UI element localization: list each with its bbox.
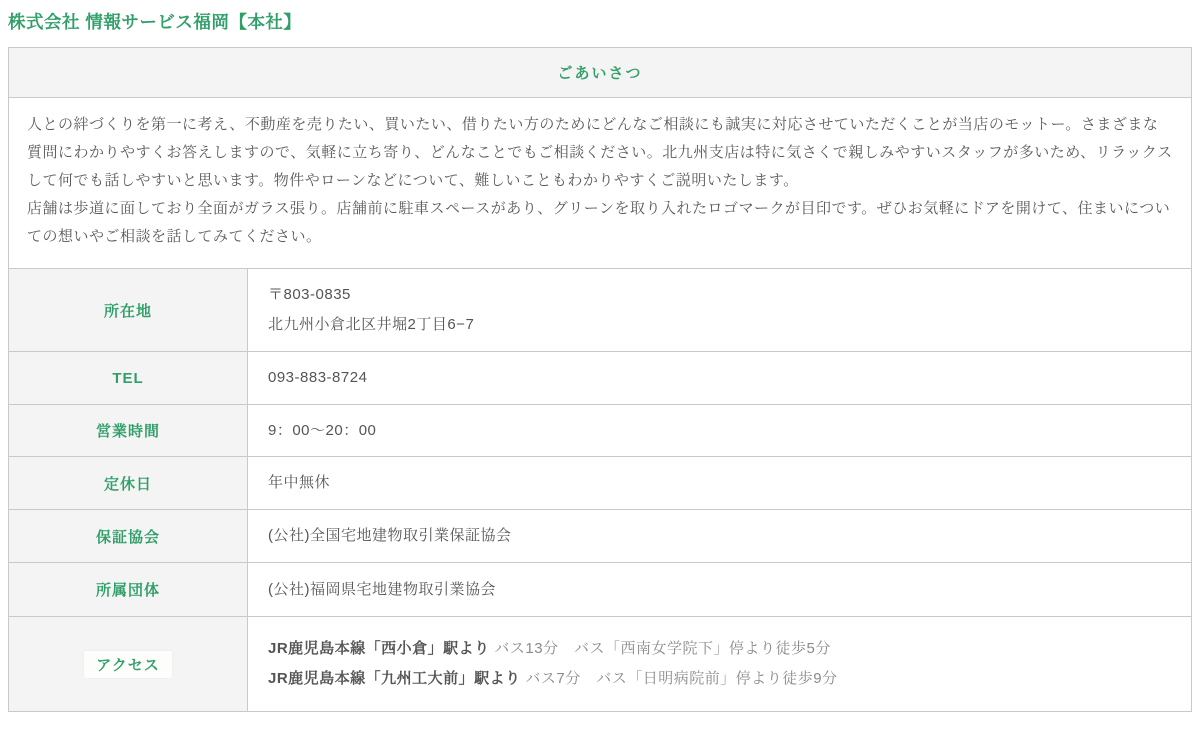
table-row-guarantee-association [9,509,1191,562]
access-detail: バス13分 バス「西南女学院下」停より徒歩5分 [489,640,831,657]
holiday: 年中無休 [268,474,331,491]
greeting-paragraph: 人との絆づくりを第一に考え、不動産を売りたい、買いたい、借りたい方のためにどんなご相談にも誠実に対応させていただくことが当店のモットー。さまざまな質問にわかりやすくお答えしますので、気軽に立ち寄り、どんなことでもご相談ください。北九州支店は特に気さくで親しみやすいスタッフが多いため、リラックスして何でも話しやすいと思います。物件やローンなどについて、難しいこともわかりやすくご説明いたします。 [27,116,1173,189]
phone-number: 093-883-8724 [268,369,368,386]
business-hours: 9：00〜20：00 [268,421,377,439]
access-detail: バス7分 バス「日明病院前」停より徒歩9分 [520,670,838,687]
affiliation: (公社)福岡県宅地建物取引業協会 [268,580,496,598]
table-row-business-hours [9,404,1191,456]
row-label-guarantee-association: 保証協会 [9,510,248,562]
table-row-holiday [9,456,1191,509]
street-address: 北九州小倉北区井堀2丁目6−7 [268,316,475,333]
greeting-section-header: ごあいさつ [9,48,1191,98]
table-row-address [9,268,1191,351]
row-value-business-hours [248,405,1191,456]
table-row-access [9,616,1191,711]
row-label-holiday: 定休日 [9,457,248,509]
table-row-tel [9,351,1191,404]
access-route-line [268,634,1171,664]
row-label-address: 所在地 [9,269,248,351]
row-label-tel: TEL [9,352,248,404]
row-value-holiday [248,457,1191,509]
postal-code: 〒803-0835 [268,286,351,303]
row-label-access [9,617,248,711]
row-label-business-hours: 営業時間 [9,405,248,456]
greeting-paragraph: 店舗は歩道に面しており全面がガラス張り。店舗前に駐車スペースがあり、グリーンを取り入れたロゴマークが目印です。ぜひお気軽にドアを開けて、住まいについての想いやご相談を話してみてください。 [27,200,1171,245]
row-value-tel [248,352,1191,404]
access-route-line [268,664,1171,694]
greeting-info-panel [8,47,1192,712]
page-title: 株式会社 情報サービス福岡【本社】 [8,12,302,32]
row-value-affiliation [248,563,1191,616]
guarantee-association: (公社)全国宅地建物取引業保証協会 [268,527,512,544]
row-value-address [248,269,1191,351]
row-value-access [248,617,1191,711]
row-label-affiliation: 所属団体 [9,563,248,616]
row-value-guarantee-association [248,510,1191,562]
access-station: JR鹿児島本線「西小倉」駅より [268,640,490,657]
table-row-affiliation [9,562,1191,616]
access-label-highlight: アクセス [84,651,172,678]
access-station: JR鹿児島本線「九州工大前」駅より [268,670,521,687]
greeting-text-block [9,98,1191,268]
